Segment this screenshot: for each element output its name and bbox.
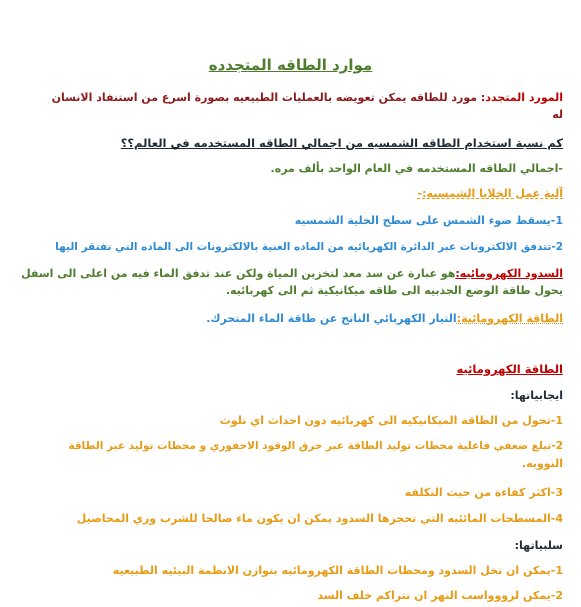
advantage-item: 2-تبلغ ضعفي فاعلية محطات توليد الطاقة عبر حرق الوقود الاحفوري و محطات توليد عبر الطاقة xyxy=(68,440,563,452)
advantage-item: 1-تحول من الطاقة الميكانيكيه الى كهربائيه دون احداث اي تلوث xyxy=(219,414,563,427)
hydro-dams-label: السدود الكهرومائيه: xyxy=(455,267,563,280)
disadvantage-item: 1-يمكن ان تخل السدود ومحطات الطاقة الكهرومائيه بتوازن الانظمة البيئيه الطبيعيه xyxy=(112,564,563,577)
hydro-power-label: الطاقة الكهرومائية: xyxy=(456,312,563,325)
advantage-item: 3-اكثر كفاءة من حيث التكلفه xyxy=(404,486,563,499)
solar-step-1: 1-يسقط ضوء الشمس على سطح الخلية الشمسيه xyxy=(294,214,563,227)
page-title: موارد الطاقه المتجدده xyxy=(208,56,373,74)
hydro-dams-text: هو عبارة عن سد معد لتخزين المياة ولكن عند تدفق الماء فيه من اعلى الى اسفل xyxy=(21,267,456,280)
hydro-dams-line-2: يحول طاقة الوضع الجذبيه الى طاقه ميكانيكية ثم الى كهربائيه. xyxy=(225,284,563,297)
hydro-dams-line-1 xyxy=(14,265,563,282)
definition-line-2: له xyxy=(552,108,563,121)
disadvantages-heading: سلبياتها: xyxy=(514,539,563,552)
disadvantage-item: 2-يمكن لرووواسب النهر ان تتراكم خلف السد xyxy=(317,589,563,602)
solar-cells-heading: آلية عمل الخلايا الشمسيه:- xyxy=(417,187,563,200)
hydro-power-line xyxy=(14,310,563,327)
hydro-power-text: التيار الكهربائي الناتج عن طاقة الماء المتحرك. xyxy=(206,312,457,325)
advantage-item-continued: النوويه. xyxy=(521,457,563,470)
advantages-heading: ايجابياتها: xyxy=(510,389,563,402)
definition-text: مورد للطاقه يمكن تعويضه بالعمليات الطبيعيه بصورة اسرع من استنفاد الانسان xyxy=(51,91,481,104)
advantage-item: 4-المسطحات المائئيه التي تحجزها السدود يمكن ان يكون ماء صالحا للشرب وري المحاصيل xyxy=(76,512,563,525)
solar-step-2: 2-تتدفق الالكترونات عبر الدائرة الكهربائيه من الماده الغنية بالالكترونات الى الماده التي تفتقر اليها xyxy=(55,241,563,253)
definition-label: المورد المتجدد: xyxy=(480,91,563,104)
question: كم نسبة استخدام الطاقه الشمسيه من اجمالي الطاقه المستخدمه في العالم؟؟ xyxy=(120,136,563,150)
answer: -اجمالي الطاقه المستخدمه في العام الواحد بألف مره. xyxy=(270,162,563,175)
definition-line-1 xyxy=(14,89,563,106)
section-heading: الطاقة الكهرومائيه xyxy=(456,362,563,376)
